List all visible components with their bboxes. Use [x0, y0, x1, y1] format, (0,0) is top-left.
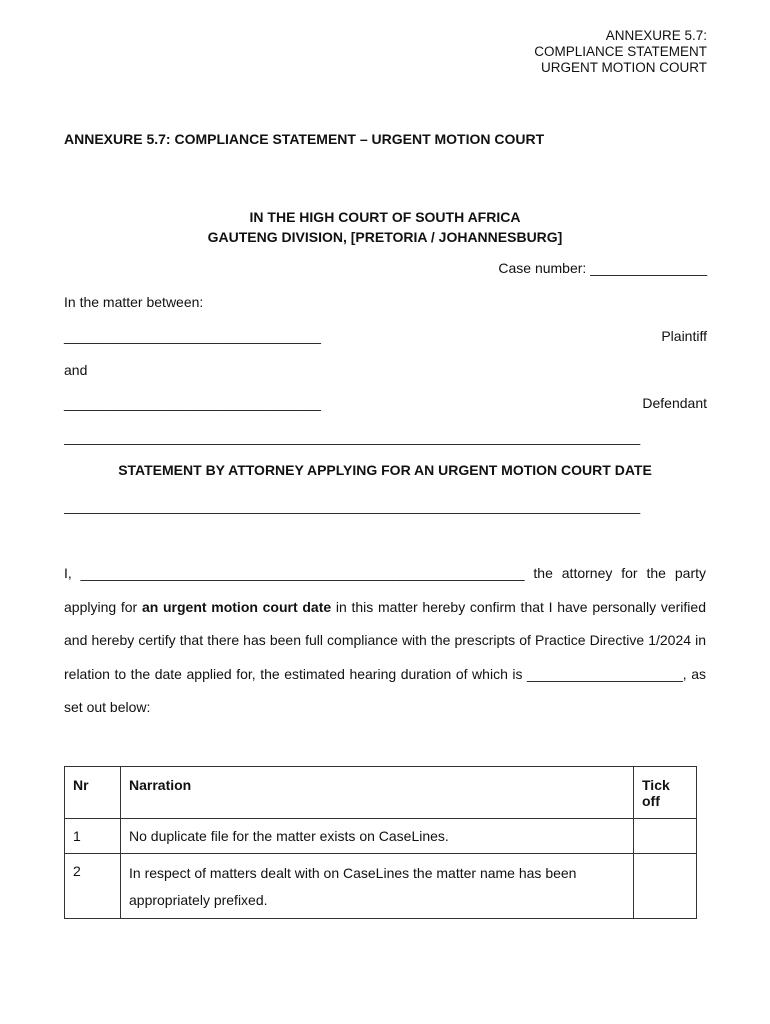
table-header-row [65, 767, 697, 819]
statement-heading: STATEMENT BY ATTORNEY APPLYING FOR AN URGENT MOTION COURT DATE [118, 462, 652, 478]
header-line-1: ANNEXURE 5.7: [605, 28, 707, 43]
defendant-name-line: _________________________________ [64, 395, 321, 411]
row-nr: 2 [65, 854, 121, 919]
separator-line-top: __________________________________________________________________________ [64, 429, 641, 445]
row-narration: In respect of matters dealt with on CaseLines the matter name has been appropriately prefixed. [121, 854, 634, 919]
plaintiff-label: Plaintiff [661, 328, 707, 344]
paragraph-bold-phrase: an urgent motion court date [141, 598, 332, 615]
row-narration: No duplicate file for the matter exists on CaseLines. [121, 819, 634, 854]
plaintiff-name-line: _________________________________ [64, 328, 321, 344]
header-line-3: URGENT MOTION COURT [540, 60, 707, 75]
case-number-field: Case number: _______________ [498, 260, 707, 276]
certification-paragraph [64, 557, 706, 725]
row-tick-cell[interactable] [634, 854, 697, 919]
court-heading [0, 207, 770, 247]
and-label: and [64, 362, 88, 378]
header-narration: Narration [121, 767, 634, 819]
table-row [65, 819, 697, 854]
court-line-2: GAUTENG DIVISION, [PRETORIA / JOHANNESBURG] [207, 229, 563, 245]
header-line-2: COMPLIANCE STATEMENT [534, 44, 707, 59]
header-nr: Nr [65, 767, 121, 819]
separator-line-bottom: __________________________________________________________________________ [64, 498, 641, 514]
row-tick-cell[interactable] [634, 819, 697, 854]
header-tick-off: Tick off [634, 767, 697, 819]
document-title: ANNEXURE 5.7: COMPLIANCE STATEMENT – URGENT MOTION COURT [64, 131, 545, 147]
table-row [65, 854, 697, 919]
annexure-header [534, 28, 707, 76]
paragraph-part-2: in this matter hereby confirm that I have personally verified and hereby certify that there has been full compliance with the prescripts of Practice Directive 1/2024 in relation to the date applied for, the estimated hearing duration of which is ____________________, as set out below: [64, 598, 706, 715]
compliance-table [64, 766, 697, 919]
defendant-label: Defendant [642, 395, 707, 411]
court-line-1: IN THE HIGH COURT OF SOUTH AFRICA [249, 209, 521, 225]
matter-between-label: In the matter between: [64, 294, 204, 310]
paragraph-part-1: I, _________________________________________________________ the attorney for the party applying for [64, 565, 706, 615]
row-nr: 1 [65, 819, 121, 854]
